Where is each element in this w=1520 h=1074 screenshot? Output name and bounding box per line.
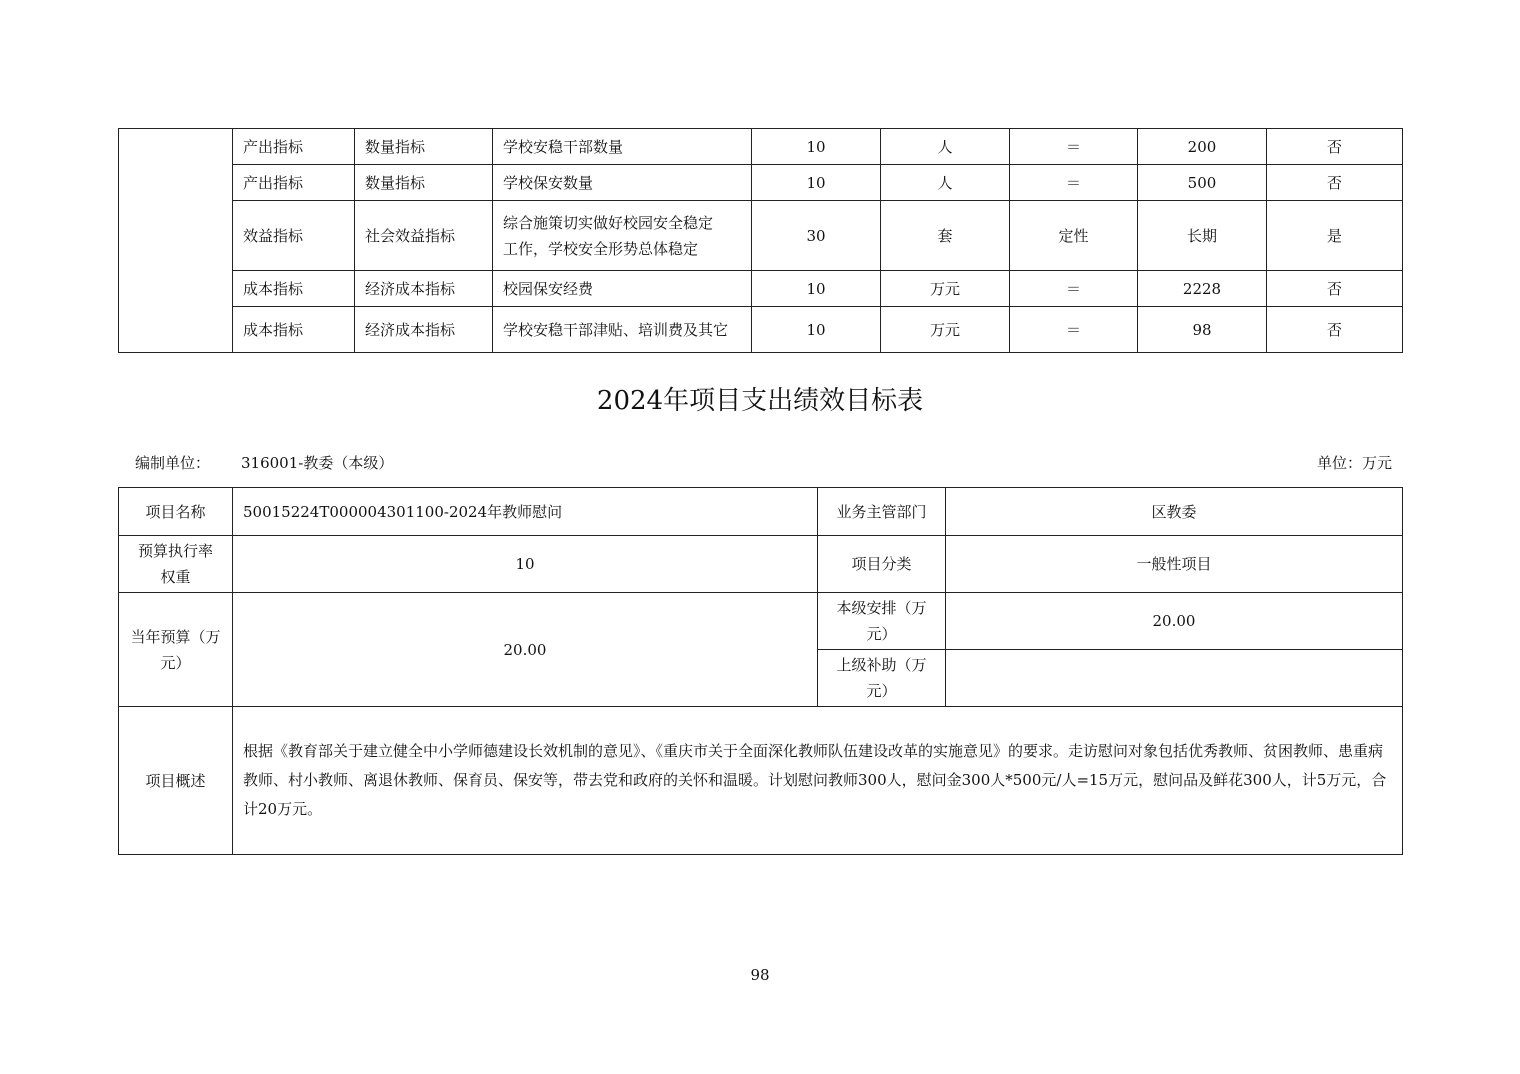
budget-value: 20.00 — [233, 593, 818, 707]
level2-cell: 数量指标 — [355, 129, 493, 165]
weight-cell: 10 — [752, 129, 881, 165]
core-cell: 否 — [1267, 165, 1403, 201]
local-label — [818, 593, 946, 650]
level2-cell: 数量指标 — [355, 165, 493, 201]
target-cell: 长期 — [1138, 201, 1267, 271]
class-label: 项目分类 — [818, 536, 946, 593]
local-value: 20.00 — [946, 593, 1403, 650]
upper-label-line: 上级补助（万 — [836, 656, 927, 674]
weight-label-line: 权重 — [160, 568, 191, 586]
level1-cell: 效益指标 — [233, 201, 355, 271]
unit-cell: 套 — [881, 201, 1010, 271]
page-title: 2024年项目支出绩效目标表 — [596, 386, 924, 416]
target-cell: 98 — [1138, 307, 1267, 353]
project-name-label: 项目名称 — [119, 488, 233, 536]
weight-cell: 10 — [752, 271, 881, 307]
unit-cell: 人 — [881, 129, 1010, 165]
project-name-value: 50015224T000004301100-2024年教师慰问 — [233, 488, 818, 536]
class-value: 一般性项目 — [946, 536, 1403, 593]
level1-cell: 产出指标 — [233, 129, 355, 165]
indicator-row — [119, 129, 1403, 165]
target-cell: 200 — [1138, 129, 1267, 165]
weight-cell: 10 — [752, 307, 881, 353]
upper-label-line: 元） — [866, 682, 897, 700]
indicator-row — [119, 307, 1403, 353]
org-line — [118, 452, 1392, 476]
weight-value: 10 — [233, 536, 818, 593]
indicator-name-cell: 学校安稳干部津贴、培训费及其它 — [493, 307, 752, 353]
core-cell: 否 — [1267, 307, 1403, 353]
weight-label — [119, 536, 233, 593]
page-number: 98 — [750, 966, 770, 984]
dept-label: 业务主管部门 — [818, 488, 946, 536]
indicator-name-cell: 学校保安数量 — [493, 165, 752, 201]
local-label-line: 元） — [866, 625, 897, 643]
org-value: 316001-教委（本级） — [241, 454, 394, 472]
core-cell: 是 — [1267, 201, 1403, 271]
budget-label-line: 元） — [160, 653, 191, 672]
upper-label — [818, 650, 946, 707]
indicator-name-line: 工作，学校安全形势总体稳定 — [503, 239, 699, 258]
unit-cell: 万元 — [881, 307, 1010, 353]
dept-value: 区教委 — [946, 488, 1403, 536]
summary-label: 项目概述 — [119, 707, 233, 855]
project-row — [119, 707, 1403, 855]
indicator-table — [118, 128, 1403, 353]
level2-cell: 经济成本指标 — [355, 307, 493, 353]
indicator-name-cell — [493, 201, 752, 271]
weight-cell: 30 — [752, 201, 881, 271]
project-row — [119, 536, 1403, 593]
indicator-name-line: 综合施策切实做好校园安全稳定 — [503, 213, 714, 232]
local-label-line: 本级安排（万 — [836, 599, 927, 617]
org-label: 编制单位： — [135, 454, 211, 472]
budget-label — [119, 593, 233, 707]
indicator-row — [119, 165, 1403, 201]
target-cell: 500 — [1138, 165, 1267, 201]
project-row — [119, 488, 1403, 536]
level1-cell: 产出指标 — [233, 165, 355, 201]
unit-cell: 人 — [881, 165, 1010, 201]
indicator-row — [119, 271, 1403, 307]
unit-note: 单位：万元 — [1316, 454, 1392, 472]
level2-cell: 经济成本指标 — [355, 271, 493, 307]
operator-cell: ＝ — [1010, 307, 1138, 353]
budget-label-line: 当年预算（万 — [130, 627, 221, 646]
project-table — [118, 487, 1403, 855]
core-cell: 否 — [1267, 271, 1403, 307]
operator-cell: ＝ — [1010, 129, 1138, 165]
level1-cell: 成本指标 — [233, 307, 355, 353]
weight-cell: 10 — [752, 165, 881, 201]
level2-cell: 社会效益指标 — [355, 201, 493, 271]
core-cell: 否 — [1267, 129, 1403, 165]
indicator-row — [119, 201, 1403, 271]
summary-text: 根据《教育部关于建立健全中小学师德建设长效机制的意见》、《重庆市关于全面深化教师队伍建设改革的实施意见》的要求。走访慰问对象包括优秀教师、贫困教师、患重病教师、村小教师、离退休教师、保育员、保安等，带去党和政府的关怀和温暖。计划慰问教师300人，慰问金300人*500元/人=15万元，慰问品及鲜花300人，计5万元，合计20万元。 — [233, 707, 1403, 855]
upper-value — [946, 650, 1403, 707]
indicator-merged-cell — [119, 129, 233, 353]
level1-cell: 成本指标 — [233, 271, 355, 307]
indicator-name-cell: 校园保安经费 — [493, 271, 752, 307]
target-cell: 2228 — [1138, 271, 1267, 307]
indicator-name-cell: 学校安稳干部数量 — [493, 129, 752, 165]
operator-cell: ＝ — [1010, 165, 1138, 201]
project-row — [119, 593, 1403, 650]
operator-cell: ＝ — [1010, 271, 1138, 307]
operator-cell: 定性 — [1010, 201, 1138, 271]
unit-cell: 万元 — [881, 271, 1010, 307]
weight-label-line: 预算执行率 — [137, 542, 213, 560]
